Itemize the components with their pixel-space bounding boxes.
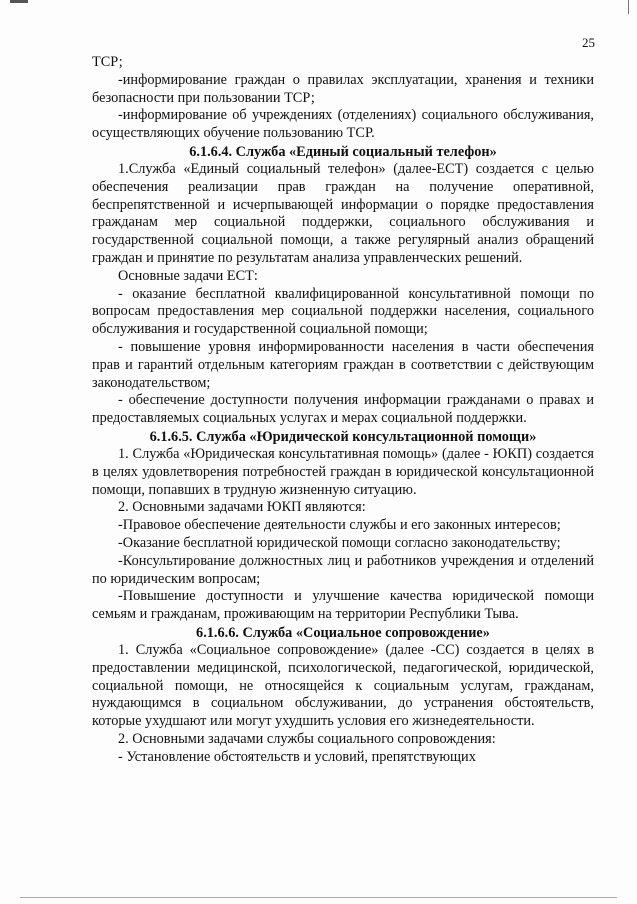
paragraph: -информирование об учреждениях (отделениях) социального обслуживания, осуществляющих обучение пользованию ТСР.: [92, 107, 594, 142]
paragraph: 1.Служба «Единый социальный телефон» (далее-ЕСТ) создается с целью обеспечения реализации прав граждан на получение оперативной, беспрепятственной и исчерпывающей информации о порядке предоставления гражданам мер социальной поддержки, социального обслуживания и государственной социальной помощи, а также регулярный анализ обращений граждан и принятие по результатам анализа управленческих решений.: [92, 160, 594, 266]
paragraph: 1. Служба «Социальное сопровождение» (далее -СС) создается в целях в предоставлении медицинской, психологической, педагогической, юридической, социальной помощи, не относящейся к социальным услугам, гражданам, нуждающимся в социальном обслуживании, до устранения обстоятельств, которые ухудшают или могут ухудшить условия его жизнедеятельности.: [92, 641, 594, 730]
scan-artifact-edge: [628, 0, 629, 14]
paragraph: - повышение уровня информированности населения в части обеспечения прав и гарантий отдельным категориям граждан в соответствии с действующим законодательством;: [92, 338, 594, 391]
paragraph: - Установление обстоятельств и условий, препятствующих: [118, 748, 476, 765]
paragraph: 1. Служба «Юридическая консультативная помощь» (далее - ЮКП) создается в целях удовлетворения потребностей граждан в юридической консультационной помощи, попавших в трудную жизненную ситуацию.: [92, 445, 594, 498]
paragraph: 2. Основными задачами службы социального сопровождения:: [118, 730, 496, 747]
section-heading: 6.1.6.4. Служба «Единый социальный телефон»: [189, 143, 497, 160]
paragraph: - обеспечение доступности получения информации гражданами о правах и предоставляемых социальных услугах и мерах социальной поддержки.: [92, 392, 594, 427]
paragraph: Основные задачи ЕСТ:: [118, 267, 258, 284]
section-heading: 6.1.6.5. Служба «Юридической консультационной помощи»: [149, 428, 537, 445]
page-number: 25: [582, 35, 595, 50]
document-body: [92, 54, 594, 766]
scan-artifact-bottom: [20, 897, 617, 898]
paragraph: 2. Основными задачами ЮКП являются:: [118, 499, 366, 516]
paragraph: -Правовое обеспечение деятельности службы и его законных интересов;: [118, 517, 561, 534]
paragraph: -информирование граждан о правилах эксплуатации, хранения и техники безопасности при пользовании ТСР;: [92, 71, 594, 106]
paragraph: - оказание бесплатной квалифицированной консультативной помощи по вопросам предоставления мер социальной поддержки населения, социального обслуживания и государственной социальной помощи;: [92, 285, 594, 338]
paragraph: -Консультирование должностных лиц и работников учреждения и отделений по юридическим вопросам;: [92, 552, 594, 587]
section-heading: 6.1.6.6. Служба «Социальное сопровождение»: [196, 624, 490, 641]
paragraph: -Повышение доступности и улучшение качества юридической помощи семьям и гражданам, проживающим на территории Республики Тыва.: [92, 588, 594, 623]
scan-artifact-top: [10, 0, 28, 3]
paragraph: ТСР;: [92, 54, 123, 70]
paragraph: -Оказание бесплатной юридической помощи согласно законодательству;: [118, 534, 561, 551]
